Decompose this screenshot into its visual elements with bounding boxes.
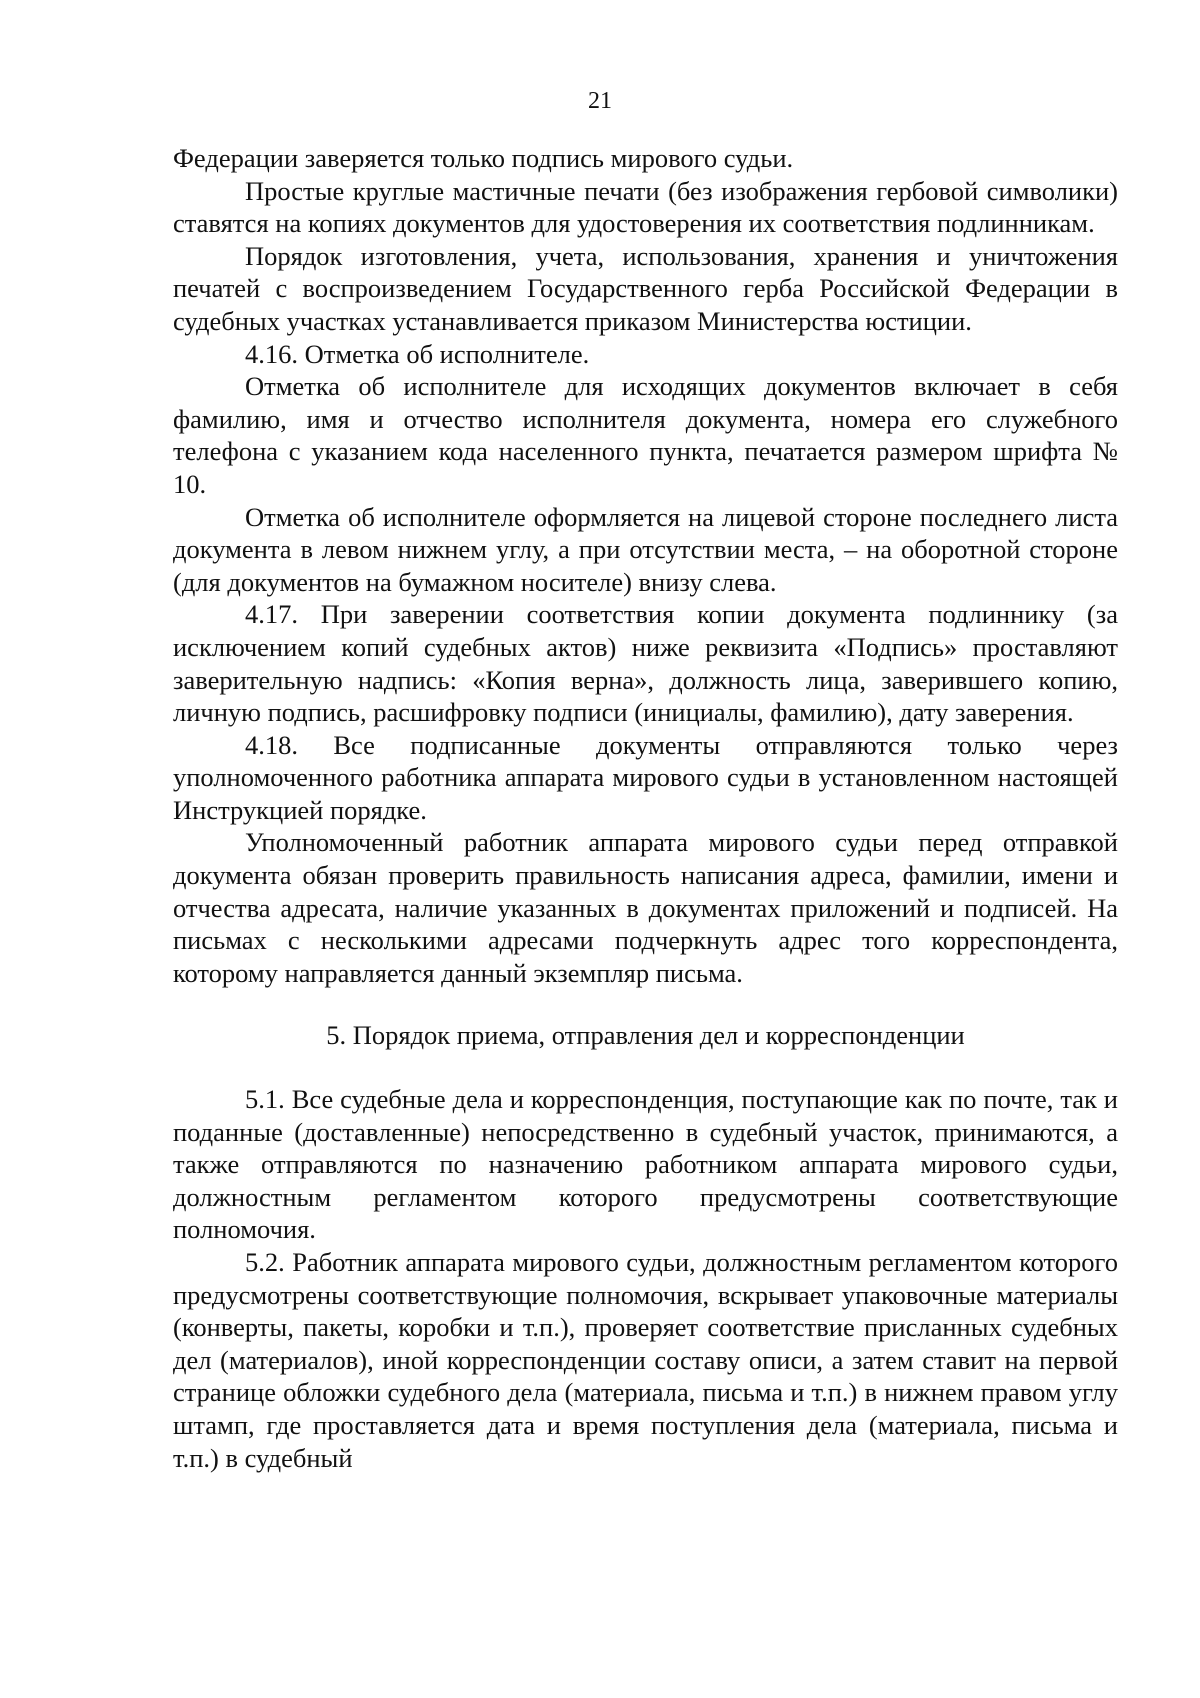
paragraph: 4.16. Отметка об исполнителе. (245, 338, 590, 369)
paragraph: 4.18. Все подписанные документы отправляются только через уполномоченного работника аппарата мирового судьи в установленном настоящей Инструкцией порядке. (173, 729, 1118, 825)
paragraph: Простые круглые мастичные печати (без изображения гербовой символики) ставятся на копиях документов для удостоверения их соответствия подлинникам. (173, 175, 1118, 239)
document-body (173, 142, 1118, 1474)
paragraph: Отметка об исполнителе оформляется на лицевой стороне последнего листа документа в левом нижнем углу, а при отсутствии места, – на оборотной стороне (для документов на бумажном носителе) внизу слева. (173, 501, 1118, 597)
paragraph: Федерации заверяется только подпись мирового судьи. (173, 143, 794, 173)
page-number: 21 (588, 88, 612, 114)
paragraph: Отметка об исполнителе для исходящих документов включает в себя фамилию, имя и отчество исполнителя документа, номера его служебного телефона с указанием кода населенного пункта, печатается размером шрифта № 10. (173, 371, 1118, 499)
paragraph: Уполномоченный работник аппарата мирового судьи перед отправкой документа обязан проверить правильность написания адреса, фамилии, имени и отчества адресата, наличие указанных в документах приложений и подписей. На письмах с несколькими адресами подчеркнуть адрес того корреспондента, которому направляется данный экземпляр письма. (173, 827, 1118, 988)
section-heading: 5. Порядок приема, отправления дел и корреспонденции (326, 1020, 965, 1051)
paragraph: 5.1. Все судебные дела и корреспонденция, поступающие как по почте, так и поданные (доставленные) непосредственно в судебный участок, принимаются, а также отправляются по назначению работником аппарата мирового судьи, должностным регламентом которого предусмотрены соответствующие полномочия. (173, 1084, 1118, 1245)
paragraphs-after (173, 1083, 1118, 1474)
paragraph: 4.17. При заверении соответствия копии документа подлиннику (за исключением копий судебных актов) ниже реквизита «Подпись» проставляют заверительную надпись: «Копия верна», должность лица, заверившего копию, личную подпись, расшифровку подписи (инициалы, фамилию), дату заверения. (173, 599, 1118, 728)
paragraphs-before (173, 142, 1118, 989)
paragraph: 5.2. Работник аппарата мирового судьи, должностным регламентом которого предусмотрены соответствующие полномочия, вскрывает упаковочные материалы (конверты, пакеты, коробки и т.п.), проверяет соответствие присланных судебных дел (материалов), иной корреспонденции составу описи, а затем ставит на первой странице обложки судебного дела (материала, письма и т.п.) в нижнем правом углу штамп, где проставляется дата и время поступления дела (материала, письма и т.п.) в судебный (173, 1247, 1118, 1473)
paragraph: Порядок изготовления, учета, использования, хранения и уничтожения печатей с воспроизведением Государственного герба Российской Федерации в судебных участках устанавливается приказом Министерства юстиции. (173, 240, 1118, 336)
